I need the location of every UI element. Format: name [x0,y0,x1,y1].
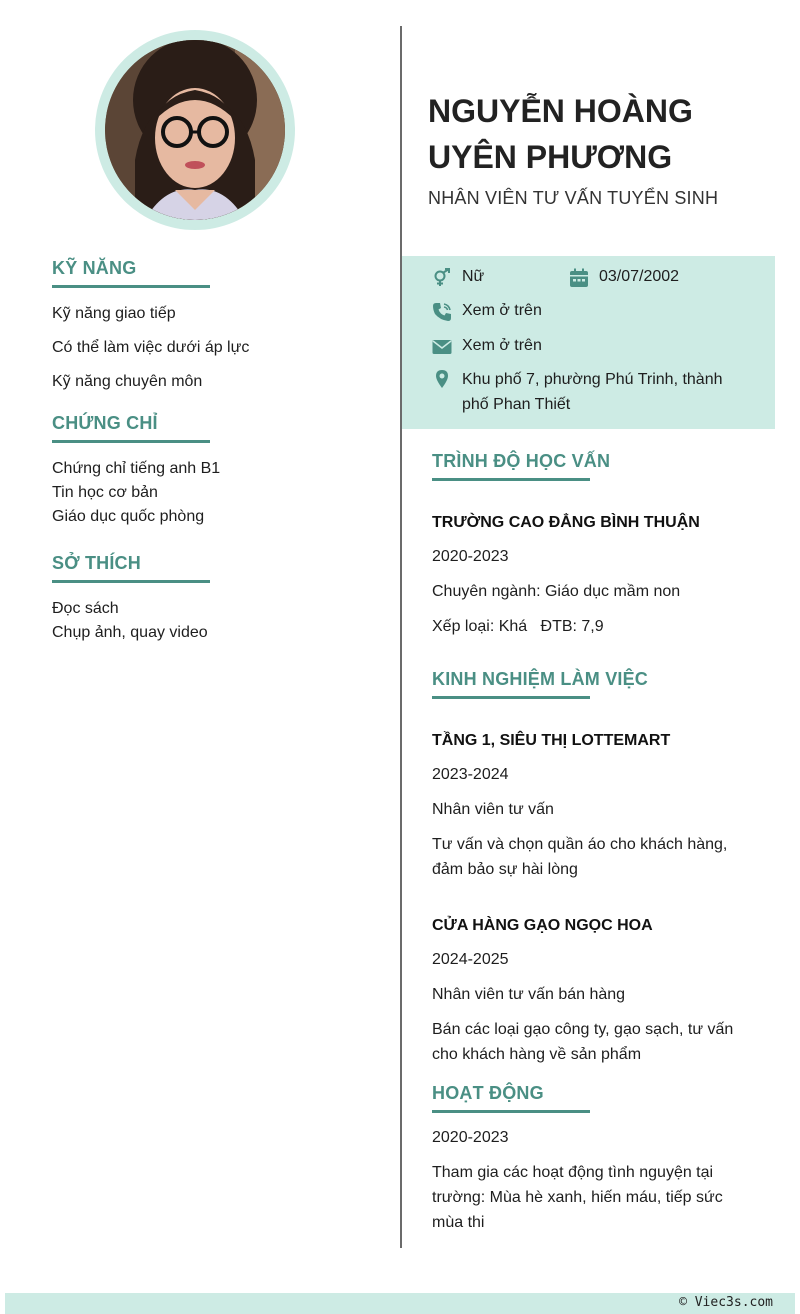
hobby-item: Đọc sách [52,600,119,617]
candidate-name: NGUYỄN HOÀNG UYÊN PHƯƠNG [428,93,693,175]
education-section [432,451,772,639]
activities-section [432,1083,772,1235]
certificate-item: Chứng chỉ tiếng anh B1 [52,460,221,477]
education-period: 2020-2023 [432,548,509,565]
job-title: NHÂN VIÊN TƯ VẤN TUYỂN SINH [428,188,719,208]
education-title: TRÌNH ĐỘ HỌC VẤN [432,451,611,471]
activities-title: HOẠT ĐỘNG [432,1083,544,1103]
gender-value: Nữ [462,268,485,285]
section-rule [52,440,210,443]
certificates-title: CHỨNG CHỈ [52,413,158,433]
calendar-icon [569,268,589,288]
footer-credit[interactable]: © Viec3s.com [679,1295,773,1310]
dob-row [569,268,679,288]
contact-panel [402,256,775,429]
activities-period: 2020-2023 [432,1129,509,1146]
job-period: 2024-2025 [432,951,509,968]
activities-description: Tham gia các hoạt động tình nguyện tại trường: Mùa hè xanh, hiến máu, tiếp sức mùa thi [432,1164,723,1231]
skill-item: Có thể làm việc dưới áp lực [52,339,250,356]
phone-value: Xem ở trên [462,302,542,319]
section-rule [432,1110,590,1113]
job-role: Nhân viên tư vấn [432,801,554,818]
education-grade: Xếp loại: Khá ĐTB: 7,9 [432,618,604,635]
avatar [105,40,285,220]
phone-icon [432,302,452,322]
education-major: Chuyên ngành: Giáo dục mầm non [432,583,681,600]
phone-row [432,302,542,322]
skill-item: Kỹ năng chuyên môn [52,373,203,390]
section-rule [432,478,590,481]
right-column [402,0,800,1260]
experience-title: KINH NGHIỆM LÀM VIỆC [432,669,649,689]
footer-bar [5,1293,795,1314]
education-school: TRƯỜNG CAO ĐẲNG BÌNH THUẬN [432,514,700,531]
hobbies-title: SỞ THÍCH [52,553,141,573]
address-value: Khu phố 7, phường Phú Trinh, thành phố Phan Thiết [462,371,723,413]
address-row [432,371,752,417]
certificates-section [52,413,352,526]
section-rule [52,285,210,288]
skill-item: Kỹ năng giao tiếp [52,305,176,322]
job-company: TẦNG 1, SIÊU THỊ LOTTEMART [432,732,671,749]
dob-value: 03/07/2002 [599,268,680,285]
certificate-item: Tin học cơ bản [52,484,158,501]
job-description: Tư vấn và chọn quần áo cho khách hàng, đảm bảo sự hài lòng [432,836,728,878]
section-rule [52,580,210,583]
email-row [432,337,542,357]
job-role: Nhân viên tư vấn bán hàng [432,986,626,1003]
left-column [0,0,400,1260]
gender-icon [432,268,452,288]
email-icon [432,337,452,357]
job-period: 2023-2024 [432,766,509,783]
location-pin-icon [432,369,452,389]
section-rule [432,696,590,699]
experience-section [432,669,772,1067]
skills-section [52,258,352,391]
person-photo-icon [105,40,285,220]
hobbies-section [52,553,352,642]
hobby-item: Chụp ảnh, quay video [52,624,208,641]
gender-row [432,268,484,288]
avatar-frame [95,30,295,230]
skills-title: KỸ NĂNG [52,258,137,278]
certificate-item: Giáo dục quốc phòng [52,508,205,525]
email-value: Xem ở trên [462,337,542,354]
job-description: Bán các loại gạo công ty, gạo sạch, tư vấn cho khách hàng về sản phẩm [432,1021,734,1063]
job-company: CỬA HÀNG GẠO NGỌC HOA [432,917,653,934]
